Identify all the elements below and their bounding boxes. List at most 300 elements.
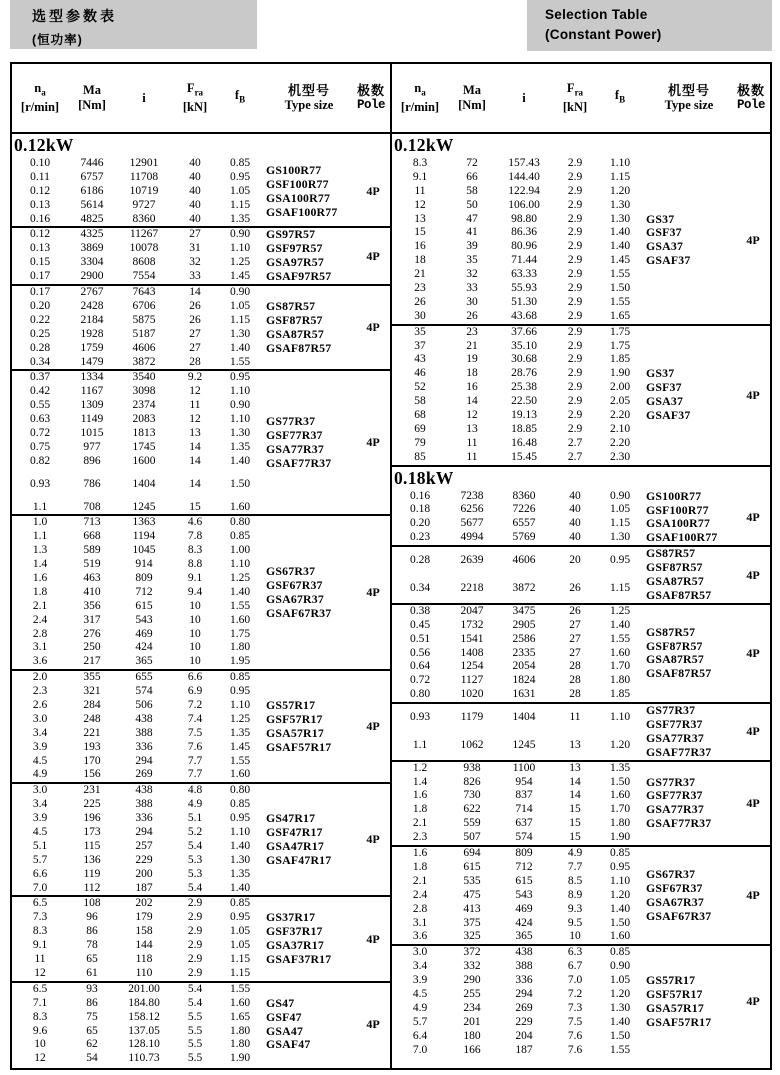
cell-na: 0.45 <box>409 618 431 631</box>
cell-ma: 1479 <box>80 355 104 368</box>
cell-ma: 1020 <box>460 688 484 701</box>
cell-na: 7.0 <box>412 1043 428 1056</box>
cell-i: 438 <box>135 784 153 797</box>
col-header-fra: $F_{ra}$ [kN] <box>182 80 208 115</box>
cell-na: 3.4 <box>32 726 48 739</box>
cell-fra: 27 <box>189 327 201 340</box>
cell-na: 3.9 <box>32 740 48 753</box>
cell-i: 202 <box>135 897 153 910</box>
cell-fra: 14 <box>189 477 201 490</box>
cell-na: 2.8 <box>412 902 428 915</box>
cell-fb: 1.15 <box>229 198 251 211</box>
cell-fb: 1.45 <box>609 254 631 267</box>
cell-ma: 321 <box>83 685 101 698</box>
cell-fra: 10 <box>189 599 201 612</box>
cell-ma: 170 <box>83 754 101 767</box>
cell-na: 7.3 <box>32 911 48 924</box>
cell-fra: 40 <box>189 170 201 183</box>
data-row <box>12 784 262 798</box>
gear-block <box>12 369 390 514</box>
data-row <box>12 242 262 256</box>
type-size: GSF87R57 <box>646 560 703 575</box>
cell-fra: 2.9 <box>567 295 583 308</box>
data-row <box>392 226 642 240</box>
cell-na: 6.5 <box>32 982 48 995</box>
table-body <box>12 134 770 1068</box>
cell-ma: 201 <box>463 1015 481 1028</box>
cell-fb: 1.50 <box>609 775 631 788</box>
cell-fra: 5.4 <box>187 982 203 995</box>
cell-fb: 1.25 <box>609 604 631 617</box>
type-size-list <box>642 326 736 465</box>
cell-na: 3.9 <box>412 974 428 987</box>
data-row <box>392 353 642 367</box>
cell-i: 1404 <box>512 711 536 724</box>
cell-i: 37.66 <box>511 325 537 338</box>
cell-i: 712 <box>515 860 533 873</box>
cell-fra: 40 <box>569 531 581 544</box>
cell-fra: 5.3 <box>187 853 203 866</box>
cell-i: 98.80 <box>511 212 537 225</box>
cell-fra: 2.9 <box>567 268 583 281</box>
cell-i: 51.30 <box>511 295 537 308</box>
data-row <box>12 755 262 769</box>
cell-fra: 26 <box>569 581 581 594</box>
cell-na: 46 <box>414 367 426 380</box>
cell-fb: 1.55 <box>229 599 251 612</box>
cell-fra: 8.8 <box>187 558 203 571</box>
cell-na: 5.7 <box>32 853 48 866</box>
cell-fb: 1.40 <box>229 454 251 467</box>
cell-ma: 4994 <box>460 531 484 544</box>
type-size: GSF100R77 <box>266 176 329 191</box>
cell-i: 8608 <box>132 256 156 269</box>
cell-fra: 27 <box>569 618 581 631</box>
cell-fb: 1.30 <box>229 426 251 439</box>
type-size: GSAF77R37 <box>646 816 712 831</box>
cell-fra: 28 <box>569 660 581 673</box>
cell-i: 438 <box>135 712 153 725</box>
col-header-i: i <box>142 90 146 105</box>
cell-ma: 11 <box>466 436 478 449</box>
data-row <box>392 310 642 324</box>
cell-na: 85 <box>414 450 426 463</box>
data-row <box>12 840 262 854</box>
table-header-left <box>12 64 390 132</box>
cell-fb: 1.80 <box>229 641 251 654</box>
cell-ma: 86 <box>86 996 98 1009</box>
cell-i: 144.40 <box>508 170 540 183</box>
cell-fra: 8.3 <box>187 544 203 557</box>
type-size: GSA87R57 <box>646 652 704 667</box>
cell-fra: 28 <box>569 674 581 687</box>
cell-fb: 0.95 <box>229 685 251 698</box>
type-size: GSAF57R17 <box>646 1014 712 1029</box>
cell-ma: 72 <box>466 157 478 169</box>
cell-fb: 1.35 <box>229 867 251 880</box>
cell-fra: 7.7 <box>187 768 203 781</box>
data-row <box>392 213 642 227</box>
data-row <box>392 282 642 296</box>
cell-i: 712 <box>135 585 153 598</box>
cell-fra: 13 <box>569 738 581 751</box>
cell-ma: 4825 <box>80 212 104 225</box>
cell-fb: 1.80 <box>229 1038 251 1051</box>
cell-fb: 1.20 <box>609 888 631 901</box>
data-row <box>392 988 642 1002</box>
cell-ma: 66 <box>466 170 478 183</box>
cell-i: 1824 <box>512 674 536 687</box>
data-row <box>12 455 262 469</box>
cell-na: 0.28 <box>409 554 431 567</box>
cell-ma: 193 <box>83 740 101 753</box>
data-row <box>12 1011 262 1025</box>
cell-fb: 1.15 <box>229 966 251 979</box>
cell-na: 0.42 <box>29 385 51 398</box>
cell-fra: 27 <box>569 646 581 659</box>
type-size: GS47 <box>266 995 295 1010</box>
cell-na: 2.4 <box>412 888 428 901</box>
cell-ma: 2218 <box>460 581 484 594</box>
type-size: GS77R37 <box>646 774 696 789</box>
data-row <box>12 671 262 685</box>
cell-i: 204 <box>515 1029 533 1042</box>
cell-i: 19.13 <box>511 409 537 422</box>
cell-fb: 1.20 <box>609 184 631 197</box>
cell-fra: 28 <box>189 355 201 368</box>
cell-fra: 40 <box>189 198 201 211</box>
cell-i: 257 <box>135 839 153 852</box>
cell-fra: 26 <box>569 604 581 617</box>
cell-ma: 2767 <box>80 286 104 299</box>
col-header-na: $n_a$ [r/min] <box>20 80 60 115</box>
cell-i: 184.80 <box>128 996 160 1009</box>
pole-value: 4P <box>746 888 760 903</box>
cell-fra: 7.2 <box>187 699 203 712</box>
cell-i: 86.36 <box>511 226 537 239</box>
cell-i: 158.12 <box>128 1010 160 1023</box>
data-row <box>392 575 642 603</box>
cell-na: 0.75 <box>29 440 51 453</box>
cell-na: 0.64 <box>409 660 431 673</box>
data-row <box>12 727 262 741</box>
data-row <box>12 427 262 441</box>
cell-fra: 2.9 <box>567 422 583 435</box>
type-size: GSA37 <box>646 239 684 254</box>
cell-ma: 332 <box>463 960 481 973</box>
cell-na: 0.38 <box>409 604 431 617</box>
type-size-list <box>642 762 736 845</box>
data-row <box>12 614 262 628</box>
data-row <box>12 286 262 300</box>
cell-fb: 1.30 <box>229 327 251 340</box>
data-row <box>392 903 642 917</box>
cell-fb: 0.80 <box>229 784 251 797</box>
data-row <box>392 381 642 395</box>
cell-na: 30 <box>414 309 426 322</box>
cell-na: 1.1 <box>412 738 428 751</box>
cell-fra: 10 <box>189 613 201 626</box>
type-size-list <box>262 228 356 284</box>
cell-ma: 375 <box>463 916 481 929</box>
cell-ma: 58 <box>466 184 478 197</box>
data-row <box>392 762 642 776</box>
cell-na: 0.55 <box>29 399 51 412</box>
cell-fra: 14 <box>189 440 201 453</box>
col-header-fb: $f_B$ <box>234 88 246 105</box>
cell-na: 9.1 <box>412 170 428 183</box>
cell-ma: 16 <box>466 381 478 394</box>
cell-na: 0.37 <box>29 371 51 384</box>
type-size: GSAF37R17 <box>266 952 332 967</box>
cell-fb: 0.95 <box>229 911 251 924</box>
power-rating: 0.12kW <box>14 135 74 155</box>
cell-i: 1813 <box>132 426 156 439</box>
cell-fb: 1.30 <box>229 853 251 866</box>
type-size: GSA37 <box>646 394 684 409</box>
cell-ma: 5614 <box>80 198 104 211</box>
cell-fra: 2.9 <box>567 409 583 422</box>
cell-fb: 1.00 <box>229 544 251 557</box>
cell-ma: 12 <box>466 409 478 422</box>
cell-fb: 1.90 <box>229 1052 251 1065</box>
pole-value: 4P <box>366 1017 380 1031</box>
cell-i: 30.68 <box>511 353 537 366</box>
data-row <box>12 953 262 967</box>
cell-ma: 1127 <box>460 674 484 687</box>
pole-value: 4P <box>366 248 380 263</box>
cell-fb: 1.35 <box>229 440 251 453</box>
block-rows <box>12 784 262 895</box>
cell-i: 1045 <box>132 544 156 557</box>
type-size-list <box>262 983 356 1066</box>
data-row <box>392 917 642 931</box>
data-row <box>392 326 642 340</box>
cell-fb: 1.95 <box>229 655 251 668</box>
cell-fra: 4.9 <box>187 798 203 811</box>
cell-fb: 1.40 <box>229 341 251 354</box>
cell-ma: 196 <box>83 812 101 825</box>
cell-fra: 5.5 <box>187 1024 203 1037</box>
cell-i: 11708 <box>129 170 159 183</box>
cell-ma: 1179 <box>460 711 484 724</box>
data-row <box>12 342 262 356</box>
cell-na: 12 <box>34 966 46 979</box>
cell-i: 574 <box>135 685 153 698</box>
pole-value: 4P <box>366 585 380 600</box>
data-row <box>392 367 642 381</box>
cell-ma: 61 <box>86 966 98 979</box>
cell-na: 3.4 <box>32 798 48 811</box>
type-size: GSA77R37 <box>266 441 324 456</box>
cell-na: 3.1 <box>412 916 428 929</box>
cell-fra: 28 <box>569 688 581 701</box>
cell-fb: 1.10 <box>229 699 251 712</box>
type-size: GS37 <box>646 366 675 381</box>
data-row <box>12 399 262 413</box>
cell-fb: 2.05 <box>609 395 631 408</box>
cell-i: 336 <box>135 740 153 753</box>
type-size: GS87R57 <box>646 546 696 561</box>
cell-na: 8.3 <box>32 925 48 938</box>
cell-fra: 7.3 <box>567 1001 583 1014</box>
cell-na: 23 <box>414 282 426 295</box>
cell-fb: 0.85 <box>229 530 251 543</box>
cell-fb: 1.10 <box>609 874 631 887</box>
cell-ma: 119 <box>83 867 101 880</box>
cell-fb: 1.65 <box>229 1010 251 1023</box>
cell-i: 12901 <box>129 157 159 169</box>
cell-i: 71.44 <box>511 254 537 267</box>
cell-i: 615 <box>515 874 533 887</box>
power-rating: 0.12kW <box>394 135 454 155</box>
cell-na: 12 <box>34 1052 46 1065</box>
cell-fra: 2.9 <box>187 925 203 938</box>
cell-i: 10078 <box>129 242 159 255</box>
cell-na: 0.25 <box>29 327 51 340</box>
cell-fra: 5.5 <box>187 1010 203 1023</box>
block-rows <box>392 490 642 546</box>
cell-fb: 1.70 <box>609 803 631 816</box>
cell-ma: 1062 <box>460 738 484 751</box>
cell-i: 269 <box>515 1001 533 1014</box>
cell-fb: 2.10 <box>609 422 631 435</box>
cell-na: 1.6 <box>412 789 428 802</box>
col-header-na: $n_a$ [r/min] <box>400 80 440 115</box>
cell-fra: 2.7 <box>567 450 583 463</box>
cell-ma: 2900 <box>80 270 104 283</box>
cell-na: 0.34 <box>29 355 51 368</box>
cell-fb: 1.40 <box>609 1015 631 1028</box>
cell-na: 0.17 <box>29 286 51 299</box>
cell-i: 4606 <box>512 554 536 567</box>
cell-ma: 1928 <box>80 327 104 340</box>
cell-fb: 0.95 <box>609 860 631 873</box>
cell-na: 0.20 <box>29 299 51 312</box>
type-size: GSAF77R37 <box>266 455 332 470</box>
type-size: GS97R57 <box>266 227 316 242</box>
cell-fb: 1.10 <box>229 242 251 255</box>
cell-fb: 1.80 <box>609 674 631 687</box>
cell-ma: 786 <box>83 477 101 490</box>
data-row <box>12 516 262 530</box>
cell-i: 615 <box>135 599 153 612</box>
gear-block <box>392 760 770 845</box>
type-size: GSAF67R37 <box>266 605 332 620</box>
cell-na: 0.23 <box>409 531 431 544</box>
cell-fb: 1.10 <box>229 826 251 839</box>
cell-i: 809 <box>515 847 533 860</box>
cell-fb: 1.20 <box>609 738 631 751</box>
type-size: GSAF67R37 <box>646 908 712 923</box>
cell-fra: 40 <box>569 517 581 530</box>
data-row <box>12 314 262 328</box>
cell-ma: 1541 <box>460 632 484 645</box>
cell-fra: 2.9 <box>187 953 203 966</box>
cell-fb: 0.90 <box>229 286 251 299</box>
cell-na: 6.4 <box>412 1029 428 1042</box>
cell-ma: 6757 <box>80 170 104 183</box>
pole-value: 4P <box>746 795 760 810</box>
cell-fb: 1.40 <box>609 226 631 239</box>
cell-na: 9.6 <box>32 1024 48 1037</box>
cell-i: 10719 <box>129 184 159 197</box>
type-size-list <box>642 605 736 702</box>
type-size: GSAF77R37 <box>646 744 712 759</box>
cell-fb: 1.15 <box>609 517 631 530</box>
cell-ma: 708 <box>83 500 101 513</box>
data-row <box>12 385 262 399</box>
data-row <box>12 997 262 1011</box>
cell-ma: 231 <box>83 784 101 797</box>
cell-na: 37 <box>414 339 426 352</box>
selection-table <box>10 62 772 1070</box>
block-rows <box>12 671 262 782</box>
type-size: GSA47R17 <box>266 838 324 853</box>
cell-i: 8360 <box>132 212 156 225</box>
pole-value: 4P <box>746 724 760 739</box>
cell-fra: 13 <box>189 426 201 439</box>
data-row <box>12 413 262 427</box>
type-size: GSF97R57 <box>266 241 323 256</box>
cell-i: 200 <box>135 867 153 880</box>
cell-fra: 5.4 <box>187 839 203 852</box>
cell-ma: 21 <box>466 339 478 352</box>
pole-value: 4P <box>366 435 380 450</box>
data-row <box>12 185 262 199</box>
data-row <box>12 199 262 213</box>
cell-fb: 1.45 <box>229 270 251 283</box>
cell-na: 0.13 <box>29 242 51 255</box>
cell-fb: 1.50 <box>609 916 631 929</box>
cell-na: 0.82 <box>29 454 51 467</box>
cell-fra: 7.6 <box>567 1029 583 1042</box>
cell-fra: 7.8 <box>187 530 203 543</box>
cell-fra: 14 <box>189 454 201 467</box>
cell-ma: 65 <box>86 953 98 966</box>
cell-ma: 156 <box>83 768 101 781</box>
table-header <box>12 64 770 134</box>
cell-na: 0.93 <box>409 711 431 724</box>
gear-block <box>12 514 390 669</box>
cell-fb: 1.60 <box>609 789 631 802</box>
block-rows <box>392 847 642 944</box>
cell-ma: 112 <box>83 881 101 894</box>
cell-ma: 1732 <box>460 618 484 631</box>
cell-i: 424 <box>515 916 533 929</box>
cell-fra: 2.9 <box>567 184 583 197</box>
cell-i: 28.76 <box>511 367 537 380</box>
data-row <box>12 628 262 642</box>
cell-na: 16 <box>414 240 426 253</box>
cell-i: 22.50 <box>511 395 537 408</box>
data-row <box>12 171 262 185</box>
cell-i: 229 <box>515 1015 533 1028</box>
type-size: GSAF37 <box>646 408 691 423</box>
cell-fb: 1.05 <box>229 939 251 952</box>
cell-ma: 173 <box>83 826 101 839</box>
cell-ma: 622 <box>463 803 481 816</box>
cell-fb: 1.75 <box>229 627 251 640</box>
cell-fb: 1.90 <box>609 367 631 380</box>
cell-ma: 694 <box>463 847 481 860</box>
data-row <box>392 960 642 974</box>
cell-fb: 1.55 <box>229 355 251 368</box>
type-size: GS67R37 <box>646 866 696 881</box>
cell-fb: 1.15 <box>609 170 631 183</box>
data-row <box>392 547 642 575</box>
pole-value: 4P <box>746 645 760 660</box>
